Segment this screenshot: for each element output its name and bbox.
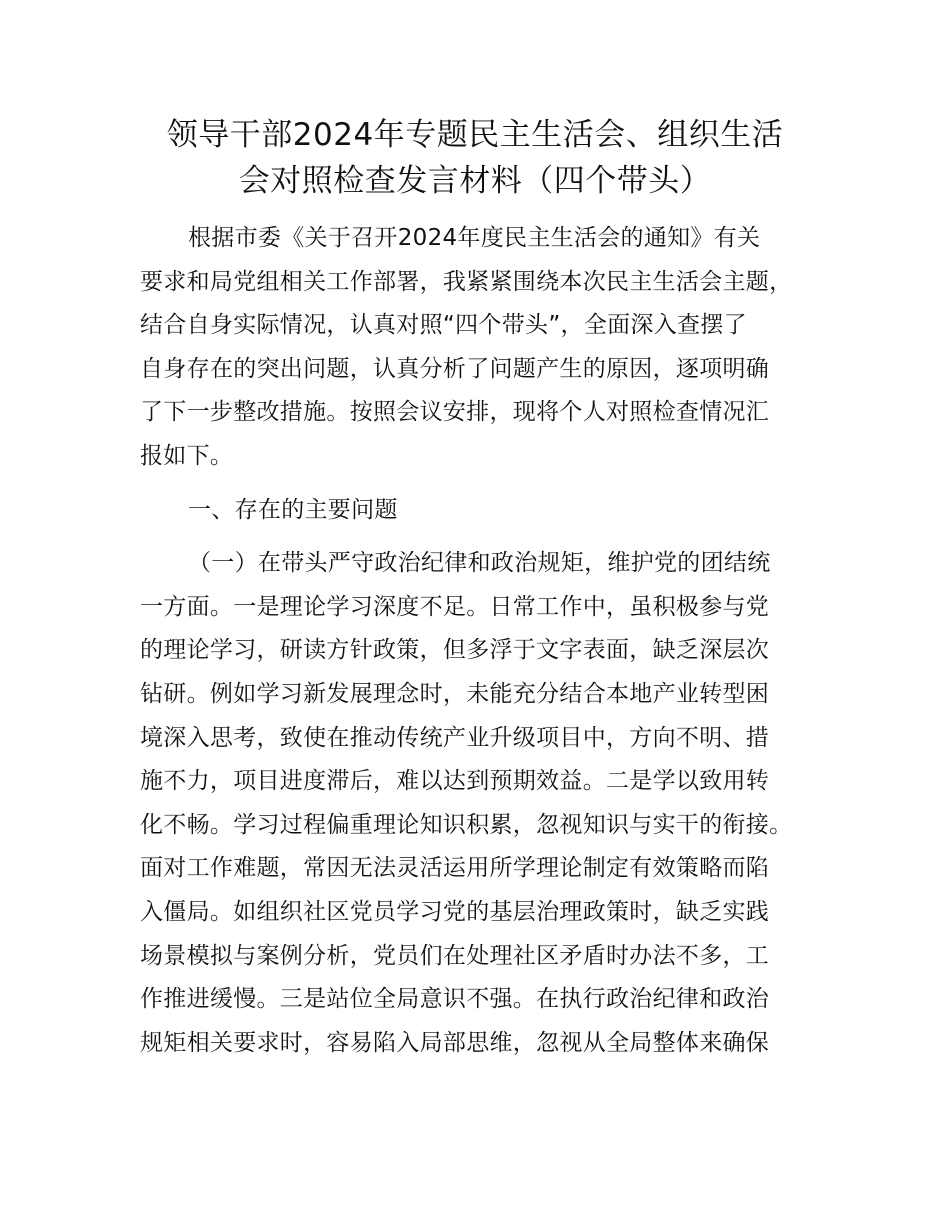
- paragraph-gap: [140, 532, 840, 542]
- paragraph-gap: [140, 479, 840, 489]
- intro-line-2: 要求和局党组相关工作部署，我紧紧围绕本次民主生活会主题，: [140, 268, 793, 295]
- title-line-2: 会对照检查发言材料（四个带头）: [238, 163, 712, 199]
- subsection-line-10: 场景模拟与案例分析，党员们在处理社区矛盾时办法不多，工: [140, 942, 770, 969]
- intro-line-5: 了下一步整改措施。按照会议安排，现将个人对照检查情况汇: [140, 399, 770, 426]
- subsection-line-4: 钻研。例如学习新发展理念时，未能充分结合本地产业转型困: [140, 680, 770, 707]
- subsection-line-5: 境深入思考，致使在推动传统产业升级项目中，方向不明、措: [140, 724, 770, 751]
- document-body: [140, 217, 840, 1065]
- section-heading: 一、存在的主要问题: [188, 496, 398, 523]
- subsection-line-11: 作推进缓慢。三是站位全局意识不强。在执行政治纪律和政治: [140, 986, 770, 1013]
- subsection-line-2: 一方面。一是理论学习深度不足。日常工作中，虽积极参与党: [140, 593, 770, 620]
- subsection-line-8: 面对工作难题，常因无法灵活运用所学理论制定有效策略而陷: [140, 855, 770, 882]
- intro-line-4: 自身存在的突出问题，认真分析了问题产生的原因，逐项明确: [140, 355, 770, 382]
- subsection-line-1: （一）在带头严守政治纪律和政治规矩，维护党的团结统: [188, 550, 771, 577]
- intro-line-6: 报如下。: [140, 442, 234, 469]
- subsection-line-9: 入僵局。如组织社区党员学习党的基层治理政策时，缺乏实践: [140, 898, 770, 925]
- document-title: [120, 112, 830, 204]
- subsection-line-6: 施不力，项目进度滞后，难以达到预期效益。二是学以致用转: [140, 768, 770, 795]
- subsection-line-3: 的理论学习，研读方针政策，但多浮于文字表面，缺乏深层次: [140, 637, 770, 664]
- intro-line-3: 结合自身实际情况，认真对照“四个带头”，全面深入查摆了: [140, 312, 747, 339]
- subsection-line-7: 化不畅。学习过程偏重理论知识积累，忽视知识与实干的衔接。: [140, 811, 793, 838]
- intro-line-1: 根据市委《关于召开2024年度民主生活会的通知》有关: [188, 225, 761, 251]
- subsection-line-12: 规矩相关要求时，容易陷入局部思维，忽视从全局整体来确保: [140, 1029, 770, 1056]
- title-line-1: 领导干部2024年专题民主生活会、组织生活: [166, 117, 784, 153]
